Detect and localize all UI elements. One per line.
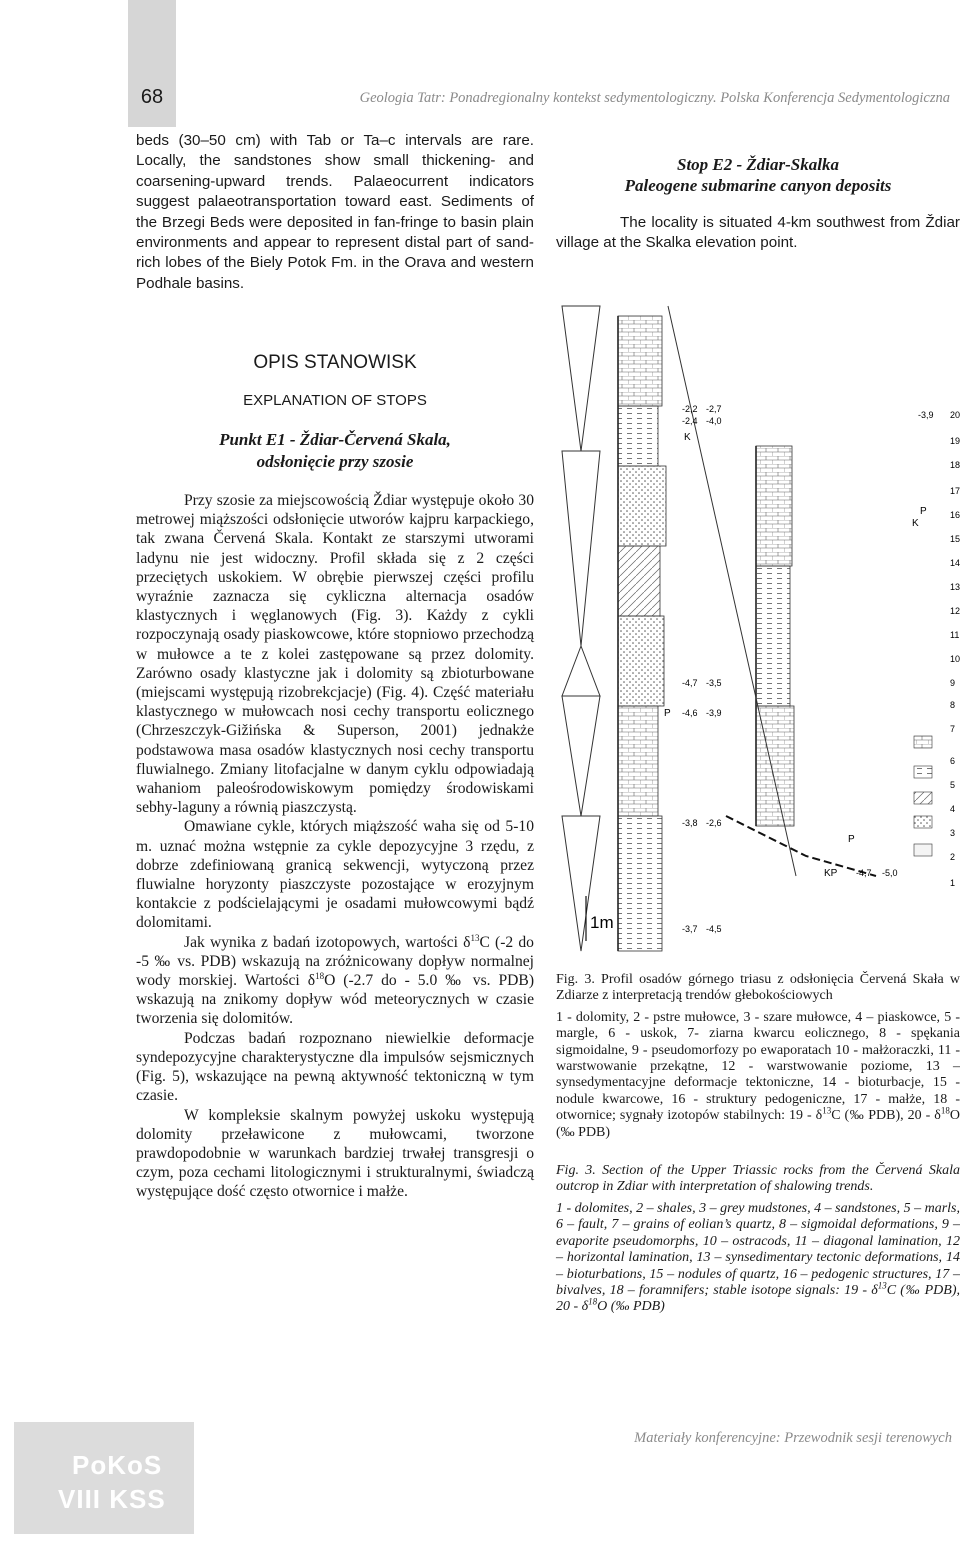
svg-text:7: 7 (950, 724, 956, 734)
symbol-label: K (684, 432, 691, 443)
svg-text:2: 2 (950, 852, 956, 862)
svg-text:11: 11 (950, 630, 960, 640)
svg-text:8: 8 (950, 700, 956, 710)
stratigraphic-column-figure (556, 296, 960, 960)
shallowing-triangle (562, 306, 600, 451)
section-title-pl: OPIS STANOWISK (253, 352, 417, 373)
deepening-triangle (562, 646, 600, 696)
isotope-label: -5,0 (882, 868, 898, 878)
stop-e1-subtitle: odsłonięcie przy szosie (256, 452, 414, 471)
svg-text:17: 17 (950, 486, 960, 496)
isotope-label: -3,8 (682, 818, 698, 828)
stop-e2-subtitle: Paleogene submarine canyon deposits (624, 176, 892, 195)
symbol-label: P (920, 506, 927, 517)
stop-e2-title: Stop E2 - Ždiar-Skalka (677, 155, 839, 174)
caption-legend-pl: 1 - dolomity, 2 - pstre mułowce, 3 - szare mułowce, 4 – piaskowce, 5 - margle, 6 - uskok, 7- ziarna kwarcu eolicznego, 8 - spękania sigmoidalne, 9 - pseudomorfozy po ewaporatach 10 - małżoraczki, 11 - warstwowanie przekątne, 12 - warstwowanie poziome, 13 – synsedymentacyjne deformacje tektoniczne, 14 - bioturbacje, 15 - nodule kwarcowe, 16 - struktury pedogeniczne, 17 - małże, 18 - otwornice; sygnały izotopów stabilnych: $19 - \delta^{13}C$ (‰ PDB), $20 - \delta^{18}O$ (‰ PDB) (556, 1009, 960, 1140)
svg-text:16: 16 (950, 510, 960, 520)
scale-label: 1m (590, 913, 614, 932)
svg-text:15: 15 (950, 534, 960, 544)
svg-text:10: 10 (950, 654, 960, 664)
isotope-label: -4,7 (856, 868, 872, 878)
page-number: 68 (140, 86, 164, 108)
caption-title-en: Fig. 3. Section of the Upper Triassic rocks from the Červená Skala outcrop in Zdiar with interpretation of shalowing trends. (556, 1163, 960, 1195)
isotope-label: -2,6 (706, 818, 722, 828)
figure-caption (556, 972, 960, 1321)
svg-text:6: 6 (950, 756, 956, 766)
svg-text:19: 19 (950, 436, 960, 446)
svg-text:20: 20 (950, 410, 960, 420)
stop-e1-title: Punkt E1 - Ždiar-Červená Skala, (219, 430, 451, 449)
symbol-label: P (848, 834, 855, 845)
svg-text:5: 5 (950, 780, 956, 790)
svg-text:12: 12 (950, 606, 960, 616)
stop-e2-description: The locality is situated 4-km southwest from Ždiar village at the Skalka elevation point. (556, 214, 960, 252)
symbol-label: KP (824, 868, 838, 879)
isotope-label: -4,6 (682, 708, 698, 718)
pokos-logo: PoKoS VIII KSS (14, 1422, 194, 1534)
body-paragraph-4: Podczas badań rozpoznano niewielkie deformacje syndepozycyjne charakterystyczne dla impulsów sejsmicznych (Fig. 5), wskazujące na pewną aktywność tektoniczną w tym czasie. (136, 1029, 534, 1105)
isotope-label: -4,0 (706, 416, 722, 426)
section-title-en: EXPLANATION OF STOPS (243, 392, 427, 409)
svg-text:9: 9 (950, 678, 956, 688)
body-paragraph-3: Jak wynika z badań izotopowych, wartości $\delta^{13}C$ (-2 do -5 ‰ vs. PDB) wskazują na zróżnicowany dopływ normalnej wody morskiej. Wartości $\delta^{18}O$ (-2.7 do - 5.0 ‰ vs. PDB) wskazują na znikomy dopływ wód meteorycznych w czasie tworzenia się dolomitów. (136, 932, 535, 1028)
isotope-label: -3,9 (918, 410, 934, 420)
caption-title-pl: Fig. 3. Profil osadów górnego triasu z odsłonięcia Červená Skała w Zdiarze z interpretacją trendów głebokościowych (556, 972, 960, 1004)
svg-text:18: 18 (950, 460, 960, 470)
isotope-label: -3,7 (682, 924, 698, 934)
shallowing-triangle (562, 696, 600, 816)
body-paragraph-5: W kompleksie skalnym powyżej uskoku występują dolomity przeławicone z mułowcami, tworzone prawdopodobnie w warunkach bardziej trwałej transgresji o czym, poza cechami litologicznymi i strukturalnymi, świadczą występujące dość często otwornice i małże. (136, 1106, 534, 1201)
left-body (136, 491, 534, 1202)
isotope-label: -4,7 (682, 678, 698, 688)
svg-text:1: 1 (950, 878, 956, 888)
svg-text:14: 14 (950, 558, 960, 568)
section-column-right (756, 446, 794, 826)
caption-legend-en: 1 - dolomites, 2 – shales, 3 – grey mudstones, 4 – sandstones, 5 – marls, 6 – fault, 7 – grains of eolian’s quartz, 8 – sigmoidal deformations, 9 – evaporite pseudomorphs, 10 – ostracods, 11 – diagonal lamination, 12 – horizontal lamination, 13 – synsedimentary tectonic deformations, 14 – bioturbations, 15 – nodules of quartz, 16 – pedogenic structures, 17 – bivalves, 18 – foramnifers; stable isotope signals: $19 - \delta^{13}C$ (‰ PDB), $20 - \delta^{18}O$ (‰ PDB) (556, 1200, 960, 1315)
body-paragraph-1: Przy szosie za miejscowością Ždiar występuje około 30 metrowej miąższości odsłonięcie utworów kajpru karpackiego, tak zwana Červená Skala. Kontakt ze starszymi utworami ladynu nie jest widoczny. Profil składa się z 2 części przeciętych uskokiem. W obrębie pierwszej części profilu wyraźnie zaznacza się cykliczna alternacja osadów klastycznych i węglanowych (Fig. 3). Każdy z cykli rozpoczynają osady piaskowcowe, które stopniowo przechodzą w mułowce a te z kolei zastępowane są przez dolomity. Zarówno osady klastyczne jak i dolomity są zbioturbowane (miejscami występują rizobrekcjacje) (Fig. 4). Część materiału klastycznego w mułowcach nosi cechy transportu eolicznego (Chrzeszczyk-Gižińska & Superson, 2001) jednakże podstawowa masa osadów klastycznych nosi cechy transportu fluwialnego. Zmiany litofacjalne w danym cyklu odpowiadają wahaniom paleośrodowiskowym pomiędzy środowiskami sebhy-laguny a równią piaszczystą. (136, 492, 534, 817)
symbol-label: P (664, 708, 671, 719)
section-column-left (618, 316, 666, 951)
svg-text:3: 3 (950, 828, 956, 838)
svg-text:13: 13 (950, 582, 960, 592)
left-top-paragraph: beds (30–50 cm) with Tab or Ta–c intervals are rare. Locally, the sandstones show small thickening- and coarsening-upward trends. Palaeocurrent indicators suggest palaeotransportation toward east. Sediments of the Brzegi Beds were deposited in fan-fringe to basin plain environments and appear to represent distal part of sand-rich lobes of the Biely Potok Fm. in the Orava and western Podhale basins. (136, 132, 534, 292)
isotope-label: -2,4 (682, 416, 698, 426)
left-top-block (136, 131, 534, 294)
isotope-label: -2,7 (706, 404, 722, 414)
running-footer: Materiały konferencyjne: Przewodnik sesji terenowych (634, 1430, 952, 1446)
isotope-label: -3,5 (706, 678, 722, 688)
running-header: Geologia Tatr: Ponadregionalny kontekst sedymentologiczny. Polska Konferencja Sedymentologiczna (359, 90, 950, 106)
isotope-label: -2,2 (682, 404, 698, 414)
symbol-label: K (912, 518, 919, 529)
shallowing-triangle (562, 451, 600, 646)
fault-line (726, 816, 876, 876)
isotope-label: -3,9 (706, 708, 722, 718)
body-paragraph-2: Omawiane cykle, których miąższość waha się od 5-10 m. uznać można wstępnie za cykle depozycyjne 3 rzędu, z dobrze zdefiniowaną granicą sekwencji, wytyczoną przez fluwialne horyzonty piaszczyste pozostające w erozyjnym kontakcie z podścielającymi je osadami mułowcowymi bądź dolomitami. (136, 818, 534, 932)
figure-legend (914, 410, 960, 888)
isotope-label: -4,5 (706, 924, 722, 934)
svg-text:4: 4 (950, 804, 956, 814)
